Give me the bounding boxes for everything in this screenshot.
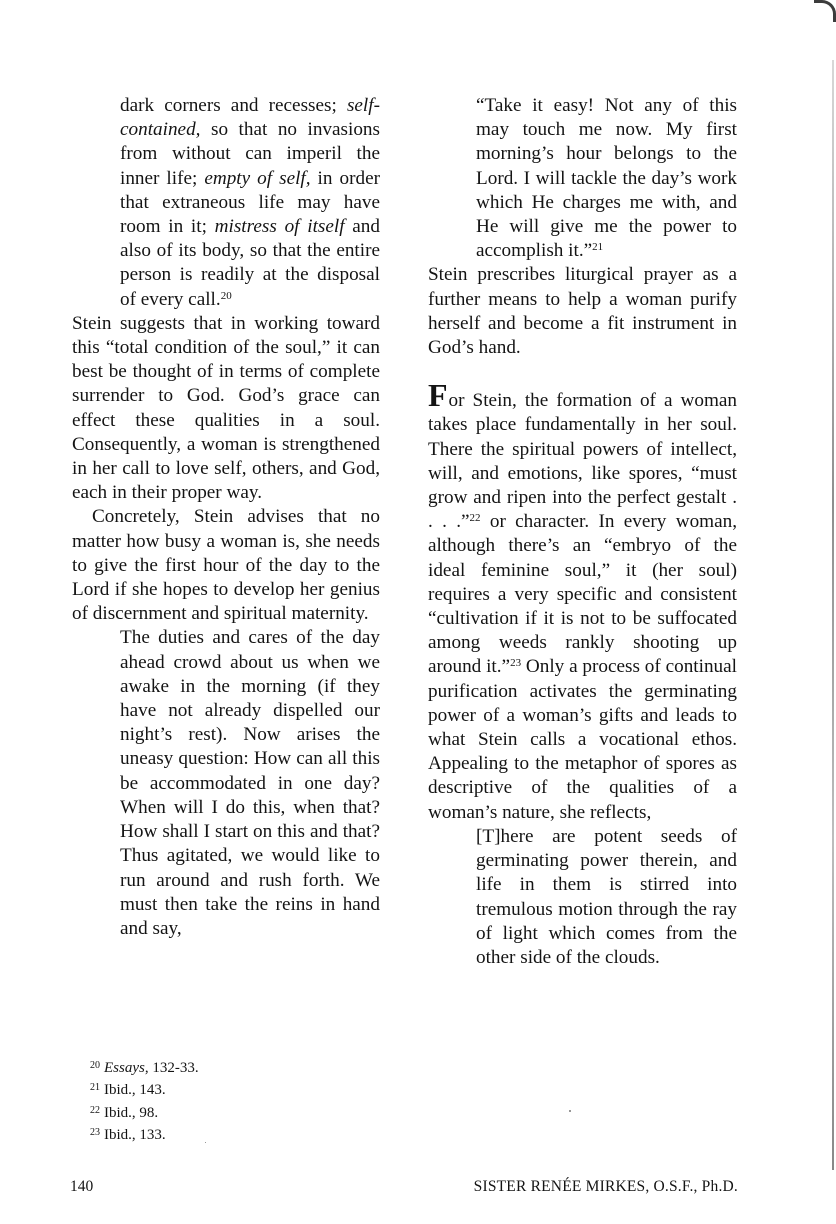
section-break	[428, 360, 737, 383]
footnote: $^{23}$ Ibid., 133.	[90, 1127, 166, 1144]
section-opening-paragraph: For Stein, the formation of a woman takes place fundamentally in her soul. There the spiritual powers of intellect, will, and emotions, like spores, “must grow and ripen into the perfect gestalt . . . .”$^{22}$ or character. In every woman, although there’s an “embryo of the ideal feminine soul,” it (her soul) requires a very specific and consistent “cultivation if it is not to be suffocated among weeds rankly shooting up around it.”$^{23}$ Only a process of continual purification activates the germinating power of a woman’s gifts and leads to what Stein calls a vocational ethos. Appealing to the metaphor of spores as descriptive of the qualities of a woman’s nature, she reflects,	[428, 377, 737, 823]
italic-phrase: empty of self,	[204, 167, 311, 189]
drop-cap: F	[428, 377, 449, 414]
footnote-ref: 20	[220, 289, 232, 302]
footnote-ref: 21	[592, 241, 604, 254]
block-quote: [T]here are potent seeds of germinating power therein, and life in them is stirred into tremulous motion through the ray of light which comes from the other side of the clouds.	[476, 825, 737, 968]
left-column	[72, 94, 380, 941]
body-paragraph: Concretely, Stein advises that no matter how busy a woman is, she needs to give the first hour of the day to the Lord if she hopes to develop her genius of discernment and spiritual maternity.	[72, 506, 380, 625]
footnote-ref: 23	[510, 657, 522, 670]
footnote-title: Essays	[104, 1060, 145, 1076]
scan-speck	[205, 1142, 206, 1143]
block-quote: dark corners and recesses; self-contained, so that no invasions from without can imperil the inner life; empty of self, in order that extraneous life may have room in it; mistress of itself and also of its body, so that the entire person is readily at the disposal of every call.$^{20}$	[120, 95, 380, 310]
body-paragraph: Stein suggests that in working toward this “total condition of the soul,” it can best be thought of in terms of complete surrender to God. God’s grace can effect these qualities in a soul. Consequently, a woman is strengthened in her call to love self, others, and God, each in their proper way.	[72, 312, 380, 504]
footnote: $^{22}$ Ibid., 98.	[90, 1104, 159, 1121]
scan-speck	[569, 1110, 571, 1112]
right-column	[428, 94, 737, 970]
footnote-number: 21	[90, 1082, 100, 1094]
footnote-number: 23	[90, 1127, 100, 1139]
footnotes	[90, 1056, 199, 1146]
footnote-ref: 22	[469, 512, 481, 525]
footnote: $^{21}$ Ibid., 143.	[90, 1082, 166, 1099]
running-head: SISTER RENÉE MIRKES, O.S.F., Ph.D.	[473, 1178, 738, 1195]
page-edge-shadow	[832, 60, 834, 1170]
page-number: 140	[70, 1178, 94, 1195]
page-corner-curl	[814, 0, 836, 22]
block-quote: The duties and cares of the day ahead crowd about us when we awake in the morning (if they have not already dispelled our night’s rest). Now arises the uneasy question: How can all this be accommodated in one day? When will I do this, when that? How shall I start on this and that? Thus agitated, we would like to run around and rush forth. We must then take the reins in hand and say,	[120, 627, 380, 939]
body-paragraph: Stein prescribes liturgical prayer as a further means to help a woman purify herself and become a fit instrument in God’s hand.	[428, 264, 737, 359]
italic-phrase: self-contained,	[120, 95, 380, 141]
italic-phrase: mistress of itself	[214, 216, 345, 238]
footnote-number: 20	[90, 1060, 100, 1071]
footnote-number: 22	[90, 1104, 100, 1116]
footnote: $^{20}$ Essays, 132-33.	[90, 1060, 199, 1076]
block-quote: “Take it easy! Not any of this may touch me now. My first morning’s hour belongs to the Lord. I will tackle the day’s work which He charges me with, and He will give me the power to accomplish it.”$^{21}$	[476, 95, 737, 262]
